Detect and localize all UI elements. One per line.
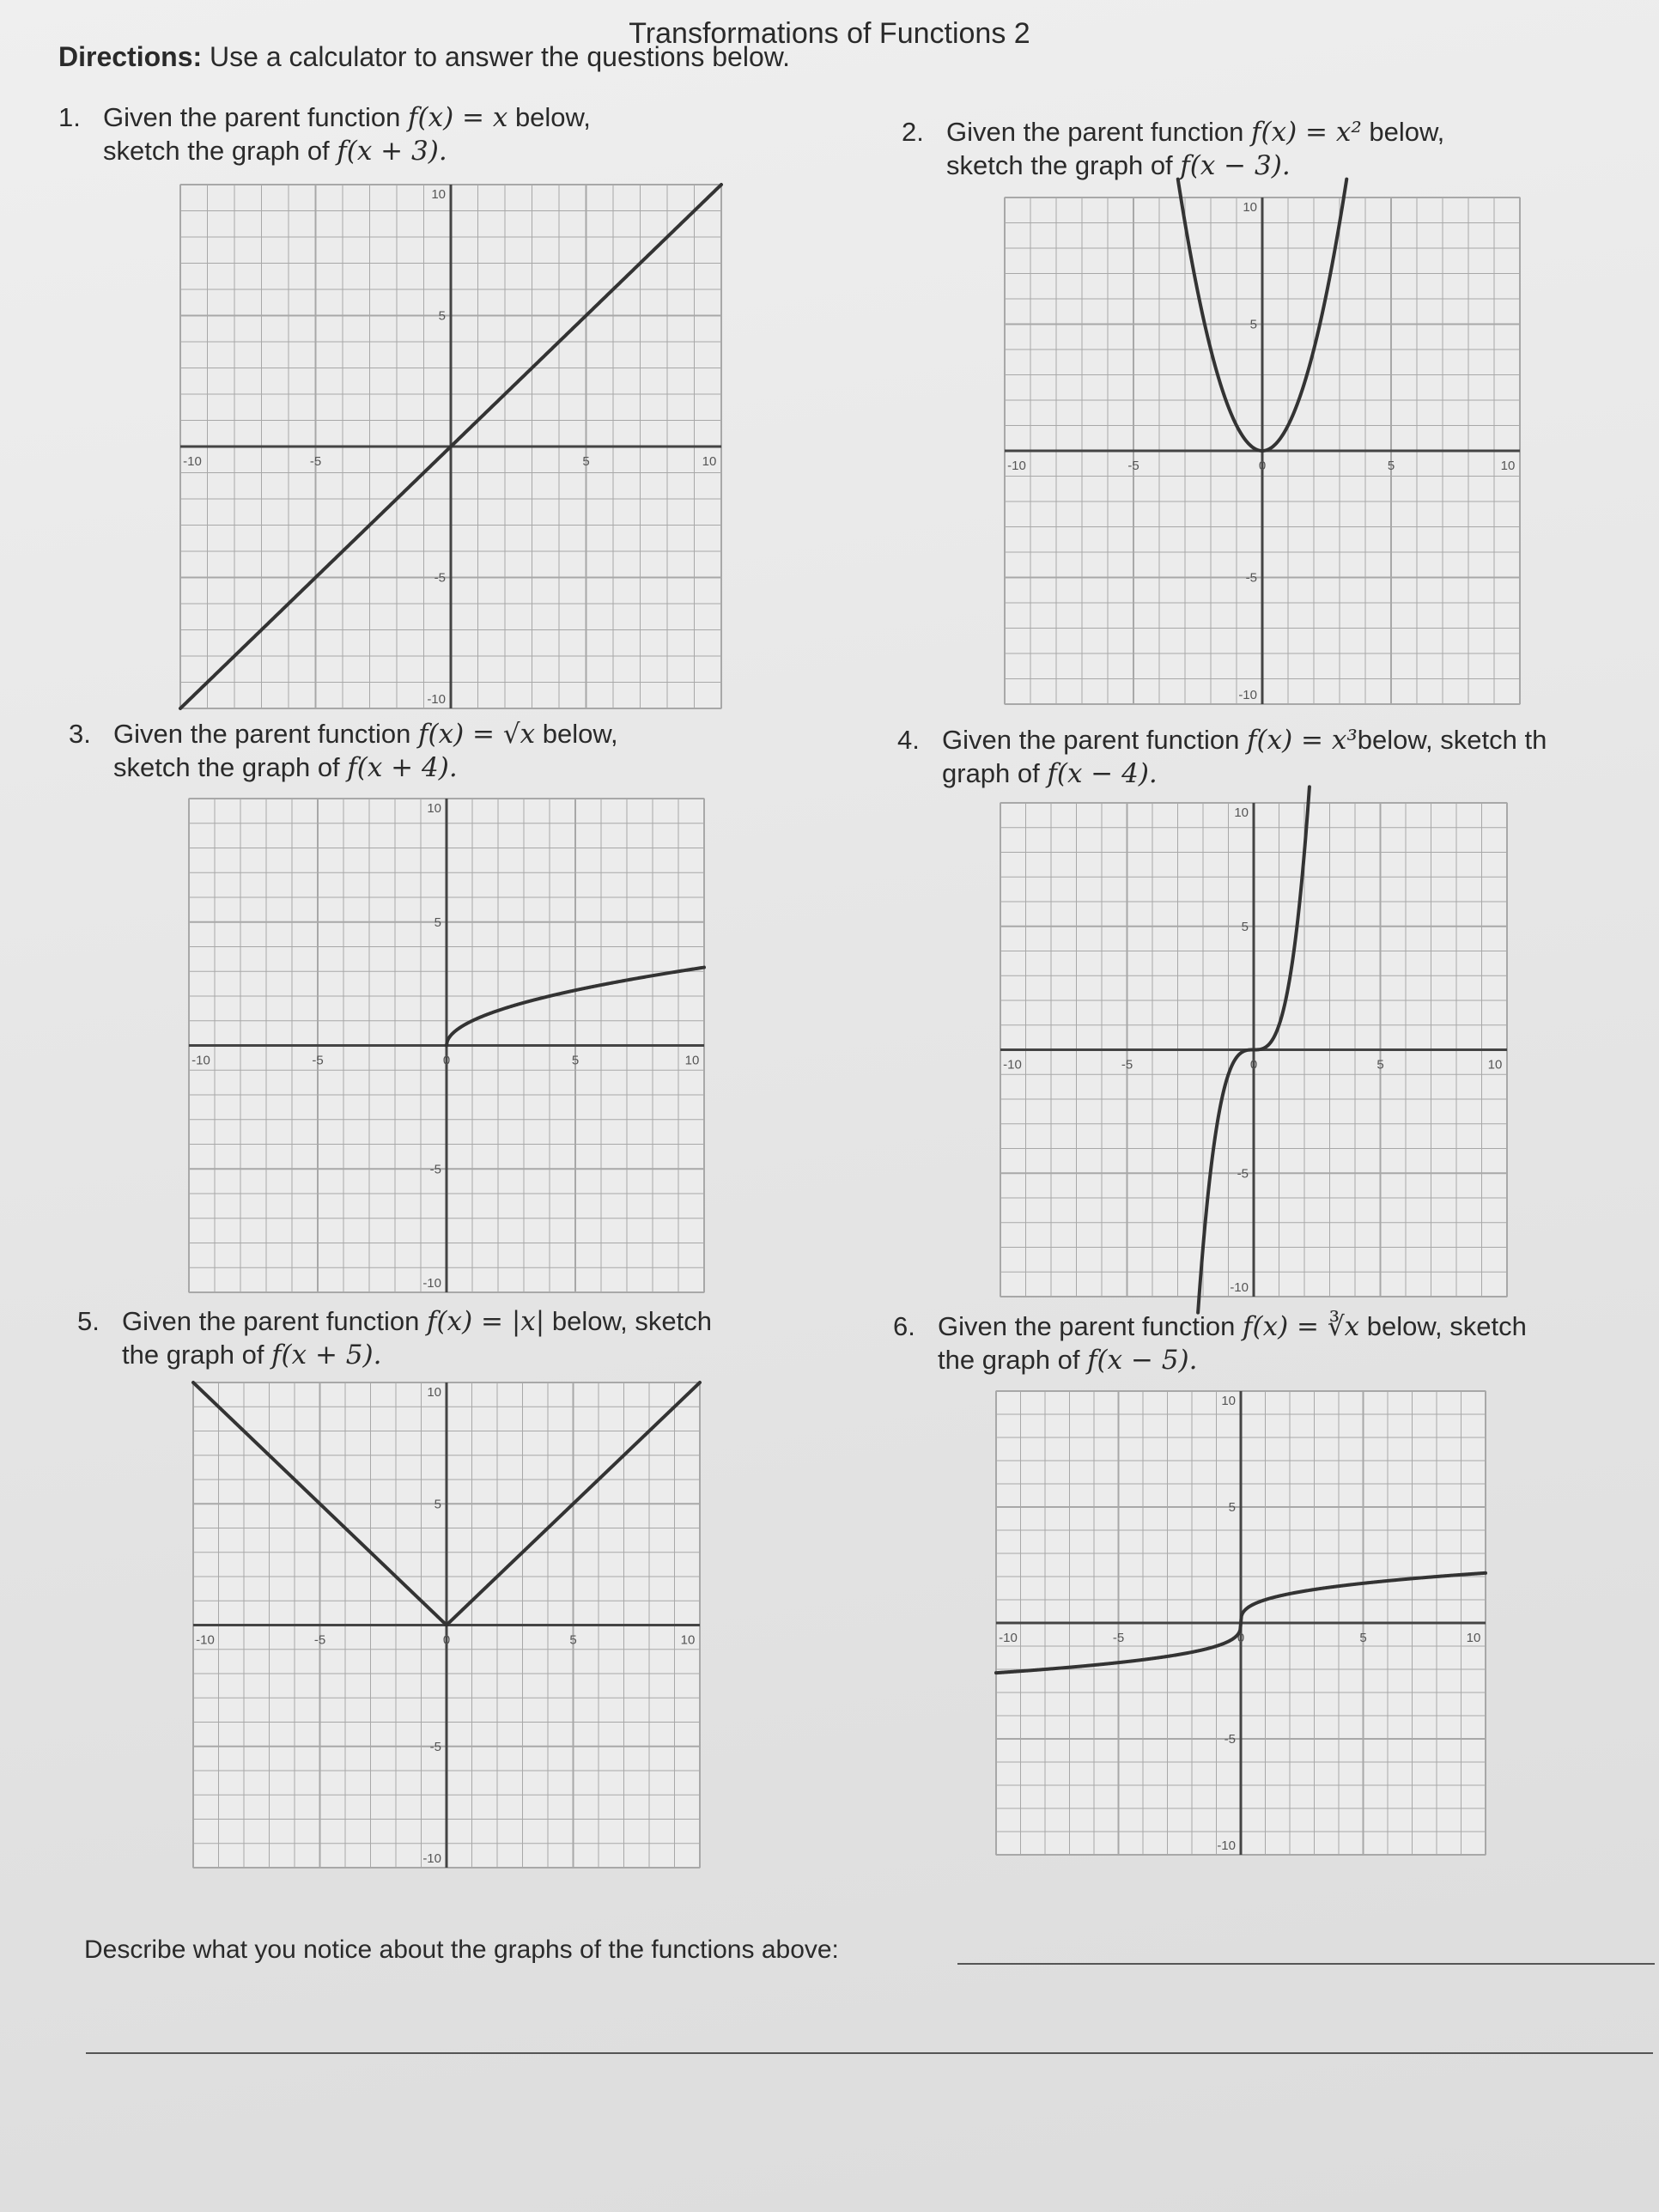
parent-function: f(x) = |x| [427,1306,545,1337]
y-tick-label: -10 [422,1276,441,1291]
y-tick-label: -10 [422,1851,441,1866]
question-line2: sketch the graph of [103,135,337,166]
directions [58,41,790,73]
question-prompt: Given the parent function [113,719,419,749]
coordinate-grid [1005,198,1520,704]
coordinate-grid [996,1391,1486,1855]
x-tick-label: 0 [442,1053,451,1068]
y-tick-label: 5 [1241,919,1249,934]
x-tick-label: -5 [313,1632,326,1648]
x-tick-label: 10 [1500,459,1516,473]
question-prompt-end: below, sketch th [1357,725,1547,755]
question-prompt: Given the parent function [946,117,1252,147]
coordinate-grid [180,185,721,708]
x-tick-label: -5 [1112,1631,1125,1645]
y-tick-label: -5 [1237,1166,1249,1182]
question-number: 1. [58,102,81,132]
graph-1 [180,185,721,708]
x-tick-label: -10 [999,1631,1018,1645]
question-prompt: Given the parent function [942,725,1248,755]
graph-5 [193,1382,700,1868]
x-tick-label: 5 [571,1053,580,1068]
y-tick-label: 10 [427,801,441,816]
coordinate-grid [189,799,704,1292]
question-4 [897,724,1653,791]
graph-2 [1005,198,1520,704]
x-tick-label: 5 [569,1632,577,1648]
question-prompt-end: below, [507,102,591,132]
parent-function: f(x) = x² [1251,117,1362,148]
transformed-function: f(x + 3). [337,135,447,167]
directions-label: Directions: [58,41,203,72]
y-tick-label: -10 [1238,688,1257,702]
x-tick-label: 5 [1387,459,1395,473]
x-tick-label: 10 [1487,1057,1503,1073]
x-tick-label: -10 [183,454,202,469]
x-tick-label: -10 [191,1053,210,1068]
y-tick-label: 10 [427,1385,441,1400]
x-tick-label: 10 [1466,1631,1481,1645]
question-3 [69,718,618,785]
question-line2: the graph of [122,1339,272,1370]
question-prompt: Given the parent function [122,1306,428,1336]
coordinate-grid [1000,803,1507,1297]
y-tick-label: 5 [1228,1500,1236,1515]
y-tick-label: 10 [1243,200,1257,215]
y-tick-label: 5 [434,915,441,930]
question-number: 2. [902,117,924,147]
graph-4 [1000,803,1507,1297]
y-tick-label: -5 [1224,1732,1236,1747]
y-tick-label: 10 [431,187,446,202]
graph-3 [189,799,704,1292]
question-1 [58,101,591,168]
x-tick-label: -5 [309,454,322,469]
y-tick-label: 10 [1234,805,1249,820]
question-prompt: Given the parent function [103,102,409,132]
transformed-function: f(x − 3). [1180,149,1291,181]
y-tick-label: 5 [438,308,446,324]
question-6 [893,1310,1527,1377]
directions-text: Use a calculator to answer the questions below. [210,41,790,72]
question-2 [902,116,1444,183]
y-tick-label: 10 [1221,1394,1236,1408]
question-line2: sketch the graph of [113,751,348,782]
graph-6 [996,1391,1486,1855]
question-prompt-end: below, sketch [1359,1311,1527,1341]
y-tick-label: -5 [434,570,446,586]
x-tick-label: -10 [1003,1057,1022,1073]
x-tick-label: 5 [582,454,590,469]
x-tick-label: 10 [680,1632,696,1648]
x-tick-label: -5 [312,1053,324,1068]
answer-line-2[interactable] [86,2052,1653,2054]
y-tick-label: -10 [427,692,446,707]
question-5 [77,1305,712,1372]
question-number: 3. [69,719,91,749]
question-number: 6. [893,1311,915,1341]
parent-function: f(x) = √x [418,719,536,750]
question-line2: the graph of [938,1344,1088,1375]
question-line2: graph of [942,757,1048,788]
question-number: 5. [77,1306,100,1336]
x-tick-label: -5 [1121,1057,1133,1073]
y-tick-label: -5 [429,1162,441,1177]
x-tick-label: -10 [196,1632,215,1648]
transformed-function: f(x − 4). [1047,757,1158,789]
x-tick-label: 0 [1237,1631,1245,1645]
y-tick-label: 5 [1249,317,1257,332]
parent-function: f(x) = x³ [1247,725,1358,756]
y-tick-label: -10 [1230,1280,1249,1295]
question-line2: sketch the graph of [946,149,1181,180]
y-tick-label: -5 [1245,570,1257,586]
transformed-function: f(x + 4). [347,751,458,783]
question-prompt-end: below, sketch [544,1306,712,1336]
parent-function: f(x) = x [408,102,508,133]
question-prompt-end: below, [1361,117,1445,147]
x-tick-label: 10 [702,454,717,469]
x-tick-label: 10 [684,1053,700,1068]
question-prompt-end: below, [535,719,618,749]
y-tick-label: -5 [429,1739,441,1754]
transformed-function: f(x − 5). [1087,1344,1198,1376]
x-tick-label: 5 [1376,1057,1384,1073]
question-number: 4. [897,725,920,755]
x-tick-label: 0 [1258,459,1267,473]
page-title: Transformations of Functions 2 [629,17,1030,50]
transformed-function: f(x + 5). [271,1339,382,1370]
describe-prompt: Describe what you notice about the graphs of the functions above: [84,1936,839,1964]
parent-function: f(x) = ∛x [1243,1311,1360,1342]
y-tick-label: -10 [1217,1838,1236,1853]
coordinate-grid [193,1382,700,1868]
x-tick-label: 5 [1359,1631,1367,1645]
x-tick-label: -10 [1007,459,1026,473]
answer-line[interactable] [957,1963,1655,1965]
question-prompt: Given the parent function [938,1311,1243,1341]
y-tick-label: 5 [434,1497,441,1512]
x-tick-label: 0 [1249,1057,1258,1073]
x-tick-label: -5 [1127,459,1139,473]
x-tick-label: 0 [442,1632,451,1648]
